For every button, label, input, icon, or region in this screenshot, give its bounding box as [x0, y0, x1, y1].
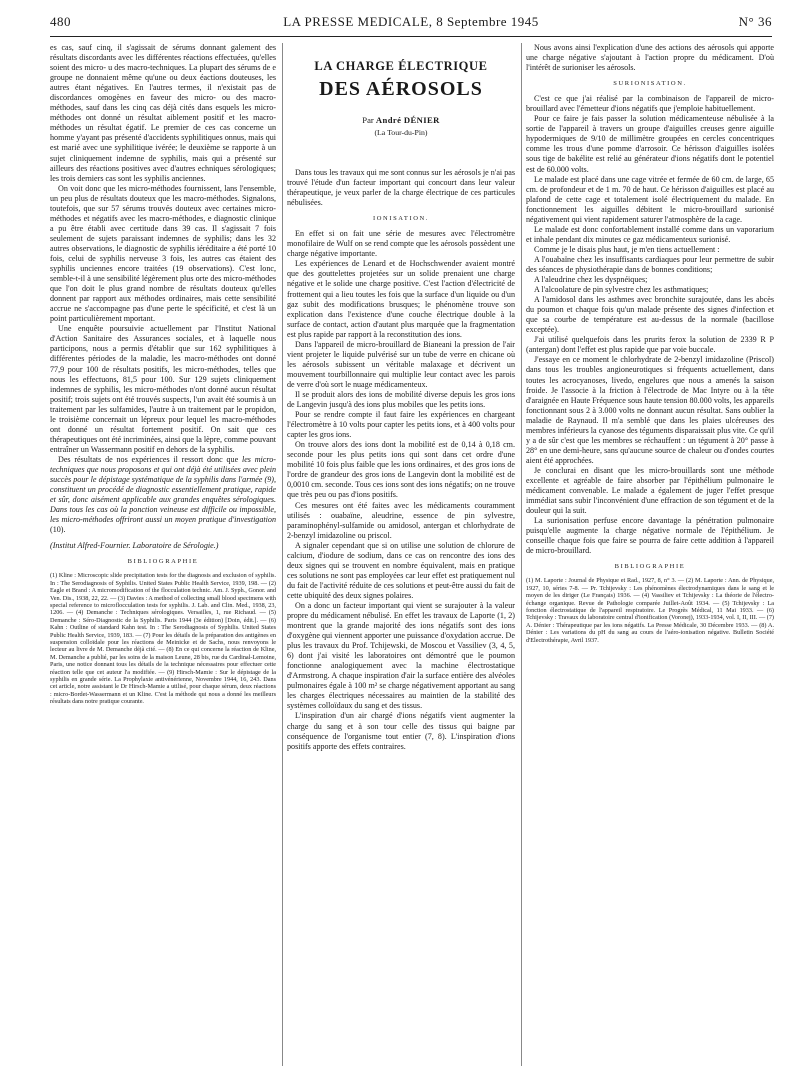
conclusion-lead: Des résultats de nos expériences il ressort donc que [58, 454, 239, 464]
paragraph: Une enquête poursuivie actuellement par l'Institut National d'Action Sanitaire des Assurances sociales, et à laquelle nous participons, nous a permis d'établir que sur 162 syphilitiques à différentes périodes de la maladie, les macro-méthodes ont donné 77,9 pour 100 de résultats positifs, les micro-méthodes, telles que nous les effectuons, 81,5 pour 100. Sur 129 sujets cliniquement indemnes de syphilis, les micro-méthodes n'ont donné aucun résultat positif; trois sujets ont été trouvés suspects, l'un avait été soumis à un traitement par les sulfamides, l'autre à un traitement par le propidon, le troisième concernait un lépreux pour lequel les macro-méthodes ont donné un résultat fortement positif. On sait que ces thérapeutiques ont été incriminées, ainsi que la lèpre, comme pouvant entraîner un Wassermann positif en dehors de la syphilis. [50, 324, 276, 454]
paragraph: A l'alcoolature de pin sylvestre chez les asthmatiques; [534, 285, 709, 295]
conclusion-italic: les micro-techniques que nous proposons et qui ont déjà été utilisées avec plein succès pour le dépistage systématique de la syphilis dans l'armée (9), constituent un procédé de diagnostic essentiellement pratique, rapide et sûr, donc aisément applicable aux grandes enquêtes sérologiques. Dans tous les cas où la ponction veineuse est difficile ou impossible, les micro-méthodes offriront aussi un moyen pratique d'investigation [50, 454, 276, 525]
header-rule [50, 36, 772, 37]
page-header [50, 14, 772, 34]
bibliography-text: (1) Kline : Microscopic slide precipitation tests for the diagnosis and exclusion of syphilis. In : The Serodiagnosis of Syphilis. United States Public Health Service, 1939, 198. — (2) Eagle et Brand : A micromodification of the flocculation technic. Am. J. Syph., Gonor. and Ven. Dis., 1938, 22, 22. — (3) Davies : A method of collecting small blood specimens with special reference to microflocculation tests for syphilis. J. Lab. and Clin. Med., 1938, 23, 1206. — (4) Demanche : Techniques sérologiques. Versailles, 1, rue Richaud. — (5) Demanche : Séro-Diagnostic de la Syphilis. Paris 1944 (3e édition) [Doin, édit.]. — (6) Kahn : Outline of standard Kahn test. In : The Serodiagnosis of Syphilis. United States Public Health Service, 1939, 183. — (7) Pour les détails de la préparation des antigènes en suspension colloïdale pour les réactions de Meinicke et de Sachs, nous renvoyons le lecteur au livre de M. Demanche déjà cité. — (8) En ce qui concerne la réaction de Kline, M. Demanche a publié, par les soins de la maison Leune, 28 bis, rue du Cardinal-Lemoine, Paris, une notice donnant tous les détails de la technique nécessaires pour effectuer cette réaction telle que cet auteur l'a modifiée. — (9) Hirsch-Mamie : Sur le dépistage de la syphilis en grande série. La Prophylaxie antivénérienne, Novembre 1944, 16, 243. Dans cet article, notre assistant le Dr Hirsch-Mamie a utilisé, pour chaque sérum, deux réactions : micro-Bordet-Wassermann et un Kline. C'est la méthode qui nous a donné les meilleurs résultats dans notre pratique courante. [50, 572, 276, 706]
paragraph: A signaler cependant que si on utilise une solution de chlorure de calcium, d'iodure de sodium, dans ce cas on rencontre des ions des deux signes qui se trouvent en nombre équivalent, mais en pratique ces solutions ne sont pas employées car leur effet est pratiquement nul du fait de l'activité réduite de ces solutions et peut-être aussi du fait de cette ubiquité des deux signes polaires. [287, 540, 515, 600]
byline-prefix: Par [362, 115, 374, 125]
paragraph: es cas, sauf cinq, il s'agissait de sérums donnant galement des résultats discordants avec les différentes réactions effectuées, qu'elles soient des micro- u des macro-techniques. La plupart des sérums de e groupe ne donnaient même qu'une ou deux éactions douteuses, les autres étant négatives. En l'autres termes, il n'existait pas de discordances omogènes en faveur des micro- ou des macro-méthodes, sauf dans les cinq cas déjà cités dans esquels les micro-méthodes ont donné un résultat aiblement positif et les macro-méthodes un résultat égatif. Le premier de ces cas concerne un homme y'ayant pas présenté d'accidents syphilitiques onnus, mais qui est marié avec une syphilitique ivérée; le deuxième se rapporte à un sujet cliniquement indemne de syphilis, mais qui a présenté sur ailleurs des réactions positives avec d'autres echniques sérologiques; les trois derniers cas sont les syphilis anciennes. [50, 43, 276, 183]
paragraph: Ces mesures ont été faites avec les médicaments couramment utilisés : ouabaïne, aleudrine, essence de pin sylvestre, paraminophényl-sulfamide ou amidosol, antergan et chlorhydrate de 2-benzyl imidazoline ou priscol. [287, 500, 515, 540]
conclusion-tail: (10). [50, 525, 66, 535]
bibliography [50, 572, 276, 705]
issue-number: N° 36 [738, 14, 772, 29]
section-heading-ionisation: IONISATION. [372, 215, 430, 223]
author-location: (La Tour-du-Pin) [374, 128, 428, 137]
paragraph: Le malade est placé dans une cage vitrée et fermée de 60 cm. de large, 65 cm. de profondeur et de 1 m. 70 de haut. Ce hérisson d'aiguilles est placé au plafond de cette cage et totalement isolé électriquement du malade. En fonctionnement les aiguilles débitent le micro-brouillard surionisé négativement qui vient rapidement saturer l'atmosphère de la cage. [526, 174, 774, 224]
intro-paragraph: Dans tous les travaux qui me sont connus sur les aérosols je n'ai pas trouvé l'étude d'un facteur important qui concourt dans leur valeur thérapeutique, je veux parler de la charge électrique de ces particules nébulisées. [287, 168, 515, 208]
paragraph: On trouve alors des ions dont la mobilité est de 0,14 à 0,18 cm. seconde pour les plus petits ions qui sont dans cet ordre d'une mobilité 10 fois plus faible que les ions ordinaires, et des gros ions de l'ordre de grandeur des gros ions de Langevin dont la mobilité est de 0,0010 cm. seconde. Tous ces ions sont des ions négatifs; on ne trouve que très peu ou pas d'ions positifs. [287, 440, 515, 500]
conclusion-paragraph [50, 455, 276, 535]
author-name: André DÉNIER [375, 115, 440, 125]
bibliography-heading: BIBLIOGRAPHIE [614, 563, 686, 571]
paragraph: Le malade est donc confortablement installé comme dans un vaporarium et inhale pendant dix minutes ce gaz médicamenteux surionisé. [526, 224, 774, 244]
journal-title: LA PRESSE MEDICALE, 8 Septembre 1945 [283, 14, 539, 29]
paragraph: J'essaye en ce moment le chlorhydrate de 2-benzyl imidazoline (Priscol) dans tous les troubles angioneurotiques si fréquents actuellement, dans toutes les acrocyanoses, livedo, engelures que nous a amenés la saison froide. Je l'associe à la friction à l'électrode de Mac Intyre ou à la tête d'araignée en Haute Fréquence sous haute tension 80.000 volts, les appareils fonctionnant sous 2 à 3.000 volts ne donnant aucun résultat. Sans oublier la maladie de Raynaud. Il m'a semblé que dans les plaies ulcéreuses des membres inférieurs la cyanose des téguments disparaissait plus vite. Ce qu'il y a de sûr c'est que les membres se réchauffent : un tégument à 20° passe à 28° en une demi-heure, sans qu'aucune source de chaleur ou d'ondes courtes aient été approchées. [526, 355, 774, 465]
paragraph: Les expériences de Lenard et de Hochschwender avaient montré que des gouttelettes projetées sur un solide prenaient une charge négative et le solide une charge positive. C'est l'action d'électricité de frottement qui a lieu toutes les fois que la surface d'un liquide ou d'un gaz subit des modifications brusques; le phénomène trouve son explication dans l'existence d'une couche électrique double à la surface de contact, action d'autant plus marquée que la fragmentation est plus rapide par rapport à la reconstitution des ions. [287, 259, 515, 339]
paragraph: A l'amidosol dans les asthmes avec bronchite surajoutée, dans les abcès du poumon et chaque fois qu'un malade présente des signes d'infection et que sa courbe de température est au-dessus de la normale (bacillose exceptée). [526, 295, 774, 335]
byline [287, 115, 515, 126]
paragraph: On voit donc que les micro-méthodes fournissent, lans l'ensemble, un peu plus de résultats douteux que les macro-méthodes. Signalons, toutefois, que sur 57 sérums trouvés douteux avec certaines micro-méthodes et négatifs avec les macro-méthodes, e diagnostic clinique a pu être établi avec certitude dans 39 cas. Il s'agissait 7 fois seulement de sujets paraissant indemnes de syphilis; dans les 32 autres observations, le diagnostic de syphilis iéréditaire a été porté 10 fois, celui de syphilis nerveuse 3 fois, les autres cas étaient des syphilis unciennes encore traitées (19 observations). C'est lonc, semble-t-il à une sensibilité légèrement plus orte des micro-méthodes que l'on doit le plus grand nombre de résultats douteux qu'elles donnent par rapport aux méthodes ordinaires, mais cette sensibilité accrue ne s'accompagne pas d'une perte le spécificité, et c'est là un point particulièrement mportant. [50, 183, 276, 324]
paragraph: Nous avons ainsi l'explication d'une des actions des aérosols qui apporte une charge négative s'ajoutant à l'action propre du médicament. D'où l'intérêt de surioniser les aérosols. [526, 43, 774, 73]
paragraph: L'inspiration d'un air chargé d'ions négatifs vient augmenter la charge du sang et à son tour celle des tissus qui baigne par conséquence de l'organisme tout entier (7, 8). L'inspiration d'ions positifs apporte des effets contraires. [287, 711, 515, 751]
bibliography-text: (1) M. Laporte : Journal de Physique et Rad., 1927, 8, n° 3. — (2) M. Laporte : Ann. de Physique, 1927, 10, séries 7-8. — Pr. Tchijevsky : Les phénomènes électrodynamiques dans le sang et le moyen de les diriger (Le Français) 1936. — (4) Vassiliev et Tchijevsky : La théorie de l'électro-échange organique. Revue de Pathologie comparée Juillet-Août 1934. — (5) Tchijevsky : La fonction électrostatique de l'appareil respiratoire. Le Progrès Médical, 11 Mai 1933. — (6) Tchijevsky : Travaux du laboratoire central d'ionification (Voronej), 1933-1934, vol. I, II, III. — (7) A. Dénier : Thérapeutique par les ions négatifs. La Presse Médicale, 30 Décembre 1933. — (8) A. Dénier : Les variations du pH du sang au cours de l'aéro-ionisation négative. Bulletin Société d'Electrothérapie, Avril 1937. [526, 577, 774, 644]
paragraph: A l'aleudrine chez les dyspnéiques; [534, 275, 648, 285]
paragraph: Il se produit alors des ions de mobilité diverse depuis les gros ions de Langevin jusqu'à des ions plus mobiles que les petits ions. [287, 389, 515, 410]
paragraph: Dans l'appareil de micro-brouillard de Bianeani la pression de l'air vient projeter le liquide pulvérisé sur un tube de verre en chicane où les aérosols subissent un véritable malaxage et décrivent un mouvement tourbillonnaire qui multiplie leur contact avec les parois de verre d'où sort le nuage médicamenteux. [287, 339, 515, 389]
column-divider [521, 43, 522, 1066]
paragraph: C'est ce que j'ai réalisé par la combinaison de l'appareil de micro-brouillard avec l'émetteur d'ions négatifs que j'emploie habituellement. [526, 94, 774, 114]
middle-column [287, 43, 515, 752]
right-column [526, 43, 774, 644]
bibliography-heading: BIBLIOGRAPHIE [127, 558, 199, 566]
paragraph: J'ai utilisé quelquefois dans les prurits ferox la solution de 2339 R P (antergan) dont l'effet est plus rapide que par voie buccale. [526, 335, 774, 355]
paragraph: Comme je le disais plus haut, je m'en tiens actuellement : [534, 244, 720, 254]
paragraph: La surionisation perfuse encore davantage la pénétration pulmonaire puisqu'elle augmente la charge négative normale de l'épithélium. Je conseille chaque fois que faire se pourra de faire cette addition à l'appareil de micro-brouillard. [526, 516, 774, 556]
page-number: 480 [50, 14, 71, 29]
section-heading-surionisation: SURIONISATION. [613, 80, 687, 88]
paragraph: En effet si on fait une série de mesures avec l'électromètre monofilaire de Wulf on se rend compte que les aérosols possèdent une charge négative importante. [287, 229, 515, 259]
paragraph: On a donc un facteur important qui vient se surajouter à la valeur propre du médicament nébulisé. En effet les travaux de Laporte (1, 2) montrent que la grande majorité des ions négatifs sont des ions d'oxygène qui viennent apporter une puissance d'oxydation accrue. De plus les travaux du Prof. Tchijewski, de Moscou et Vassiliev (3, 4, 5, 6) dont j'ai visité les laboratoires ont démontré que le poumon fonctionne analogiquement avec la machine électrostatique d'Armstrong. A chaque inspiration d'air la surface entière des alvéoles pulmonaires égale à 100 m² se charge négativement apportant au sang les charges électriques nécessaires au maintien de la stabilité des systèmes colloïdaux du sang et des tissus. [287, 600, 515, 711]
institution-signature: (Institut Alfred-Fournier. Laboratoire de Sérologie.) [50, 541, 219, 551]
left-column [50, 43, 276, 706]
column-divider [282, 43, 283, 1066]
bibliography [526, 577, 774, 644]
paragraph: Je conclurai en disant que les micro-brouillards sont une méthode excellente et agréable de faire absorber par l'épithélium pulmonaire le médicament convenable. Le malade a également de juger l'effet presque immédiat sans subir l'inconvénient d'une effraction de son tégument et de la douleur qui la suit. [526, 465, 774, 516]
article-title-line2: DES AÉROSOLS [319, 78, 483, 100]
paragraph: A l'ouabaïne chez les insuffisants cardiaques pour leur permettre de subir des séances de physiothérapie dans de bonnes conditions; [526, 254, 774, 274]
paragraph: Pour ce faire je fais passer la solution médicamenteuse nébulisée à la sortie de l'appareil à travers un groupe d'aiguilles creuses genre aiguille hypodermiques de 9/10 de millimètre groupées en cercles concentriques comme les trous d'une pomme d'arrosoir. Ce hérisson d'aiguilles isolées sous tige de bakélite est relié au générateur d'ions négatifs dont le potentiel est de 60.000 volts. [526, 114, 774, 174]
paragraph: Pour se rendre compte il faut faire les expériences en chargeant l'électromètre à 10 volts pour capter les petits ions, et à 400 volts pour capter les gros ions. [287, 410, 515, 440]
article-title-line1: LA CHARGE ÉLECTRIQUE [314, 59, 488, 73]
